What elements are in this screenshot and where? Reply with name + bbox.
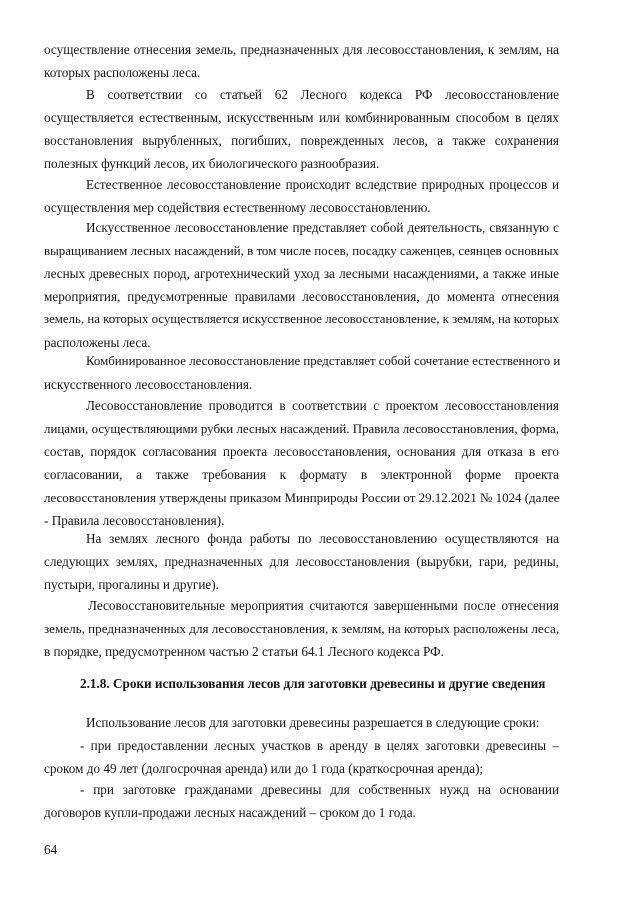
text-line: следующих землях, предназначенных для лесовосстановления (вырубки, гари, редины, bbox=[44, 554, 559, 569]
text-line: состав, порядок согласования проекта лесовосстановления, основания для отказа в его bbox=[44, 444, 559, 459]
text-line: Естественное лесовосстановление происходит вследствие природных процессов и bbox=[86, 177, 559, 192]
text-line: искусственного лесовосстановления. bbox=[44, 377, 253, 392]
paragraph bbox=[44, 394, 559, 532]
paragraph bbox=[44, 350, 559, 396]
text-line: расположены леса. bbox=[44, 335, 151, 350]
text-line: осуществляется естественным, искусственным или комбинированным способом в целях bbox=[44, 110, 559, 125]
text-line: договоров купли-продажи лесных насаждений – сроком до 1 года. bbox=[44, 805, 416, 820]
text-line: Искусственное лесовосстановление представляет собой деятельность, связанную с bbox=[86, 220, 559, 235]
text-line: лесовосстановления утверждены приказом Минприроды России от 29.12.2021 № 1024 (далее bbox=[44, 490, 560, 505]
paragraph bbox=[44, 778, 559, 824]
text-line: На землях лесного фонда работы по лесовосстановлению осуществляются на bbox=[86, 531, 559, 546]
text-line: полезных функций лесов, их биологического разнообразия. bbox=[44, 156, 380, 171]
text-line: Использование лесов для заготовки древесины разрешается в следующие сроки: bbox=[86, 715, 540, 730]
text-line: Комбинированное лесовосстановление представляет собой сочетание естественного и bbox=[86, 354, 561, 368]
paragraph bbox=[44, 734, 559, 780]
paragraph bbox=[44, 711, 559, 734]
paragraph bbox=[44, 83, 559, 175]
text-line: В соответствии со статьей 62 Лесного кодекса РФ лесовосстановление bbox=[86, 87, 559, 102]
text-line: в порядке, предусмотренном частью 2 статьи 64.1 Лесного кодекса РФ. bbox=[44, 644, 444, 659]
paragraph bbox=[44, 527, 559, 596]
text-line: земель, на которых осуществляется искусственное лесовосстановление, к землям, на которых bbox=[44, 312, 560, 326]
text-line: Лесовосстановительные мероприятия считаются завершенными после отнесения bbox=[88, 598, 559, 613]
paragraph bbox=[44, 38, 559, 84]
text-line: лицами, осуществляющими рубки лесных насаждений. Правила лесовосстановления, форма, bbox=[44, 421, 559, 436]
text-line: лесных древесных пород, агротехнический уход за лесными насаждениями, а также иные bbox=[44, 266, 559, 281]
section-heading: 2.1.8. Сроки использования лесов для заготовки древесины и другие сведения bbox=[80, 676, 546, 691]
text-line: пустыри, прогалины и другие). bbox=[44, 577, 219, 592]
text-line: земель, предназначенных для лесовосстановления, к землям, на которых расположены леса, bbox=[44, 621, 560, 636]
paragraph bbox=[44, 594, 559, 663]
text-line: мероприятия, предусмотренные правилами лесовосстановления, до момента отнесения bbox=[44, 289, 559, 304]
text-line: сроком до 49 лет (долгосрочная аренда) или до 1 года (краткосрочная аренда); bbox=[44, 761, 484, 776]
text-line: которых расположены леса. bbox=[44, 65, 201, 80]
paragraph bbox=[44, 173, 559, 219]
text-line: осуществления мер содействия естественному лесовосстановлению. bbox=[44, 200, 431, 215]
text-line: осуществление отнесения земель, предназначенных для лесовосстановления, к землям, на bbox=[44, 42, 559, 57]
text-line: - при предоставлении лесных участков в аренду в целях заготовки древесины – bbox=[80, 738, 559, 753]
text-line: выращиванием лесных насаждений, в том числе посев, посадку саженцев, сеянцев основных bbox=[44, 243, 559, 258]
page-number: 64 bbox=[44, 842, 58, 857]
text-line: Лесовосстановление проводится в соответствии с проектом лесовосстановления bbox=[86, 398, 559, 413]
text-line: - при заготовке гражданами древесины для собственных нужд на основании bbox=[80, 782, 559, 797]
text-line: - Правила лесовосстановления). bbox=[44, 513, 225, 528]
paragraph bbox=[44, 216, 559, 354]
text-line: согласовании, а также требования к формату в электронной форме проекта bbox=[44, 467, 559, 482]
text-line: восстановления вырубленных, погибших, поврежденных лесов, а также сохранения bbox=[44, 133, 559, 148]
